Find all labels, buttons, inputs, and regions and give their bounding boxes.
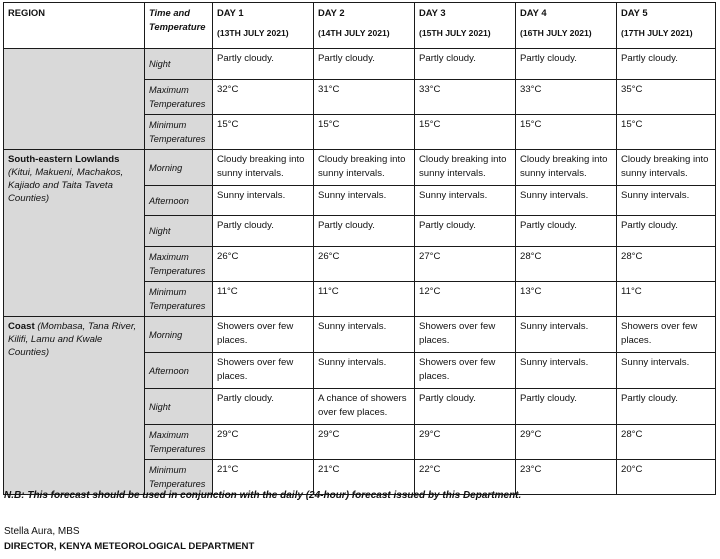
forecast-cell: 15°C (516, 115, 617, 150)
forecast-cell: Sunny intervals. (314, 317, 415, 353)
signature-block (4, 524, 254, 554)
day-date: (16TH JULY 2021) (520, 28, 592, 38)
forecast-cell: 29°C (415, 425, 516, 460)
day-date: (17TH JULY 2021) (621, 28, 693, 38)
forecast-cell: Showers over few places. (617, 317, 716, 353)
forecast-cell: Partly cloudy. (415, 389, 516, 425)
forecast-cell: 15°C (415, 115, 516, 150)
time-period-cell: Night (145, 49, 213, 80)
day-label: DAY 1 (217, 7, 244, 18)
time-period-cell: Maximum Temperatures (145, 247, 213, 282)
day-label: DAY 3 (419, 7, 446, 18)
time-period-cell: Minimum Temperatures (145, 460, 213, 495)
table-row (4, 317, 716, 353)
time-period-cell: Afternoon (145, 353, 213, 389)
forecast-cell: Partly cloudy. (213, 216, 314, 247)
forecast-cell: 22°C (415, 460, 516, 495)
region-name: Coast (8, 321, 35, 332)
forecast-cell: Partly cloudy. (516, 49, 617, 80)
forecast-cell: Sunny intervals. (516, 353, 617, 389)
day-3-header (415, 3, 516, 49)
forecast-cell: 15°C (314, 115, 415, 150)
signatory-title: DIRECTOR, KENYA METEOROLOGICAL DEPARTMENT (4, 541, 255, 552)
forecast-cell: 28°C (617, 425, 716, 460)
region-name: South-eastern Lowlands (8, 154, 120, 165)
day-label: DAY 5 (621, 7, 648, 18)
forecast-cell: Sunny intervals. (314, 186, 415, 216)
forecast-cell: Sunny intervals. (617, 353, 716, 389)
forecast-cell: 33°C (516, 80, 617, 115)
time-period-cell: Morning (145, 317, 213, 353)
forecast-cell: Partly cloudy. (617, 216, 716, 247)
region-counties: (Mombasa, Tana River, Kilifi, Lamu and Kwale Counties) (8, 321, 137, 358)
table-body (4, 49, 716, 495)
day-2-header (314, 3, 415, 49)
forecast-cell: Showers over few places. (415, 317, 516, 353)
forecast-cell: Cloudy breaking into sunny intervals. (516, 150, 617, 186)
time-period-cell: Morning (145, 150, 213, 186)
time-period-cell: Maximum Temperatures (145, 80, 213, 115)
time-period-cell: Afternoon (145, 186, 213, 216)
forecast-cell: 11°C (617, 282, 716, 317)
table-row (4, 150, 716, 186)
forecast-cell: Showers over few places. (415, 353, 516, 389)
forecast-cell: Partly cloudy. (213, 389, 314, 425)
forecast-cell: 33°C (415, 80, 516, 115)
region-counties: (Kitui, Makueni, Machakos, Kajiado and Taita Taveta Counties) (8, 167, 124, 204)
time-period-cell: Minimum Temperatures (145, 282, 213, 317)
forecast-cell: 23°C (516, 460, 617, 495)
day-date: (14TH JULY 2021) (318, 28, 390, 38)
forecast-cell: 29°C (516, 425, 617, 460)
forecast-cell: 11°C (314, 282, 415, 317)
time-period-cell: Minimum Temperatures (145, 115, 213, 150)
forecast-cell: Partly cloudy. (516, 216, 617, 247)
forecast-cell: 13°C (516, 282, 617, 317)
forecast-cell: 32°C (213, 80, 314, 115)
time-period-cell: Night (145, 216, 213, 247)
forecast-cell: Sunny intervals. (516, 317, 617, 353)
forecast-cell: Partly cloudy. (314, 216, 415, 247)
forecast-cell: Sunny intervals. (516, 186, 617, 216)
forecast-cell: Cloudy breaking into sunny intervals. (617, 150, 716, 186)
forecast-cell: 15°C (617, 115, 716, 150)
forecast-cell: 26°C (213, 247, 314, 282)
table-row (4, 49, 716, 80)
table-header-row (4, 3, 716, 49)
region-cell (4, 317, 145, 495)
forecast-cell: 28°C (516, 247, 617, 282)
forecast-cell: Sunny intervals. (314, 353, 415, 389)
forecast-cell: Partly cloudy. (415, 49, 516, 80)
forecast-cell: 31°C (314, 80, 415, 115)
day-5-header (617, 3, 716, 49)
time-period-cell: Maximum Temperatures (145, 425, 213, 460)
region-header: REGION (4, 3, 145, 49)
forecast-cell: Partly cloudy. (617, 389, 716, 425)
forecast-cell: Partly cloudy. (516, 389, 617, 425)
time-header: Time and Temperature (145, 3, 213, 49)
forecast-table (3, 2, 716, 495)
forecast-cell: 12°C (415, 282, 516, 317)
day-date: (15TH JULY 2021) (419, 28, 491, 38)
forecast-cell: 21°C (213, 460, 314, 495)
region-cell (4, 150, 145, 317)
forecast-cell: 35°C (617, 80, 716, 115)
forecast-cell: Sunny intervals. (213, 186, 314, 216)
forecast-cell: Cloudy breaking into sunny intervals. (314, 150, 415, 186)
forecast-cell: Cloudy breaking into sunny intervals. (213, 150, 314, 186)
region-label (8, 153, 140, 205)
forecast-cell: 21°C (314, 460, 415, 495)
forecast-cell: Sunny intervals. (617, 186, 716, 216)
region-cell (4, 49, 145, 150)
forecast-cell: Partly cloudy. (617, 49, 716, 80)
forecast-cell: 20°C (617, 460, 716, 495)
forecast-cell: Sunny intervals. (415, 186, 516, 216)
forecast-cell: A chance of showers over few places. (314, 389, 415, 425)
region-label (8, 320, 140, 359)
day-label: DAY 4 (520, 7, 547, 18)
forecast-cell: Cloudy breaking into sunny intervals. (415, 150, 516, 186)
day-4-header (516, 3, 617, 49)
forecast-cell: 11°C (213, 282, 314, 317)
forecast-cell: 29°C (213, 425, 314, 460)
forecast-cell: 29°C (314, 425, 415, 460)
forecast-cell: Showers over few places. (213, 317, 314, 353)
day-label: DAY 2 (318, 7, 345, 18)
forecast-cell: 27°C (415, 247, 516, 282)
forecast-cell: Partly cloudy. (415, 216, 516, 247)
forecast-cell: Showers over few places. (213, 353, 314, 389)
forecast-cell: 26°C (314, 247, 415, 282)
signatory-name: Stella Aura, MBS (4, 526, 80, 537)
time-period-cell: Night (145, 389, 213, 425)
forecast-cell: Partly cloudy. (213, 49, 314, 80)
day-1-header (213, 3, 314, 49)
forecast-cell: 15°C (213, 115, 314, 150)
forecast-note: N.B: This forecast should be used in conjunction with the daily (24-hour) forecast issued by this Department. (4, 490, 522, 501)
forecast-cell: 28°C (617, 247, 716, 282)
day-date: (13TH JULY 2021) (217, 28, 289, 38)
forecast-cell: Partly cloudy. (314, 49, 415, 80)
